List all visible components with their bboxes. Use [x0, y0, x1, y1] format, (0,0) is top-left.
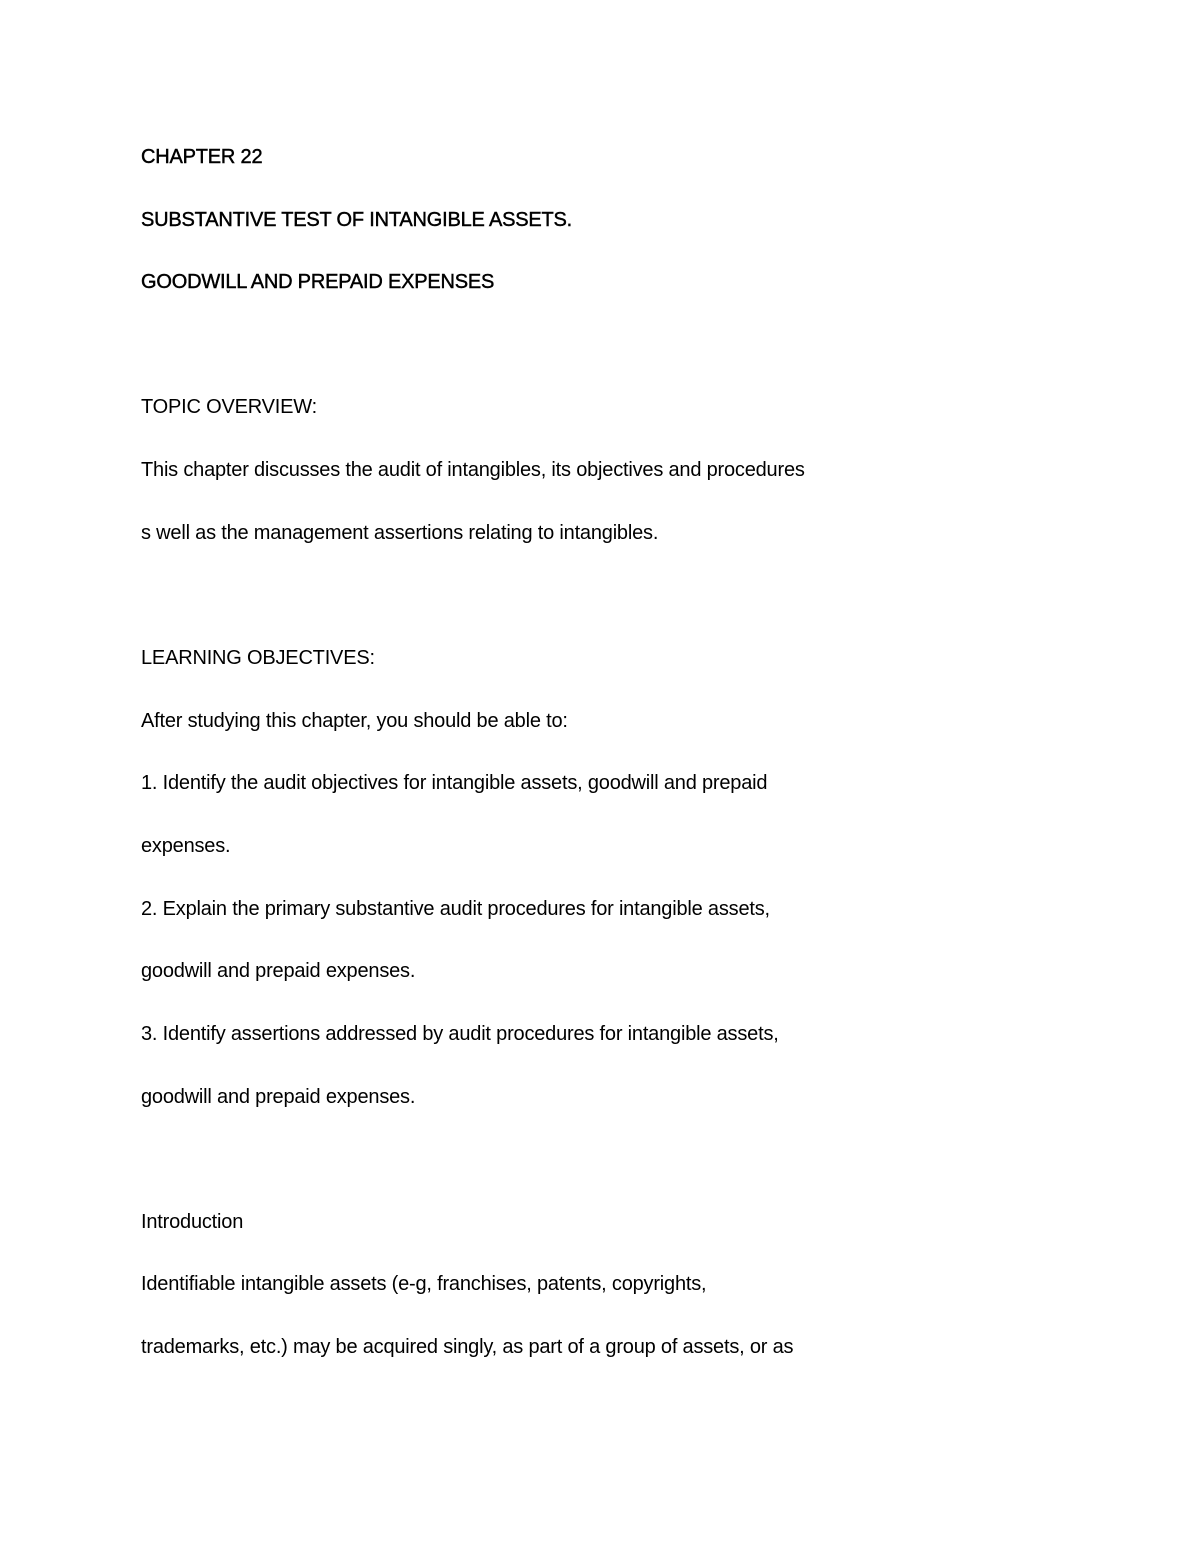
- topic-overview-line-2: s well as the management assertions relating to intangibles.: [141, 522, 659, 544]
- chapter-number: CHAPTER 22: [141, 146, 263, 168]
- learning-objectives-heading: LEARNING OBJECTIVES:: [141, 647, 375, 669]
- chapter-title-line-2: GOODWILL AND PREPAID EXPENSES: [141, 271, 495, 293]
- introduction-line-2: trademarks, etc.) may be acquired singly, as part of a group of assets, or as: [141, 1336, 794, 1358]
- objective-2-line-2: goodwill and prepaid expenses.: [141, 960, 416, 982]
- introduction-heading: Introduction: [141, 1211, 244, 1233]
- objective-1-line-2: expenses.: [141, 835, 231, 857]
- topic-overview-line-1: This chapter discusses the audit of intangibles, its objectives and procedures: [141, 459, 805, 481]
- objective-2-line-1: 2. Explain the primary substantive audit procedures for intangible assets,: [141, 898, 770, 920]
- topic-overview-heading: TOPIC OVERVIEW:: [141, 396, 317, 418]
- objective-3-line-2: goodwill and prepaid expenses.: [141, 1086, 416, 1108]
- objective-1-line-1: 1. Identify the audit objectives for intangible assets, goodwill and prepaid: [141, 772, 768, 794]
- introduction-line-1: Identifiable intangible assets (e-g, franchises, patents, copyrights,: [141, 1273, 707, 1295]
- learning-objectives-intro: After studying this chapter, you should be able to:: [141, 710, 568, 732]
- objective-3-line-1: 3. Identify assertions addressed by audit procedures for intangible assets,: [141, 1023, 779, 1045]
- chapter-title-line-1: SUBSTANTIVE TEST OF INTANGIBLE ASSETS.: [141, 209, 573, 231]
